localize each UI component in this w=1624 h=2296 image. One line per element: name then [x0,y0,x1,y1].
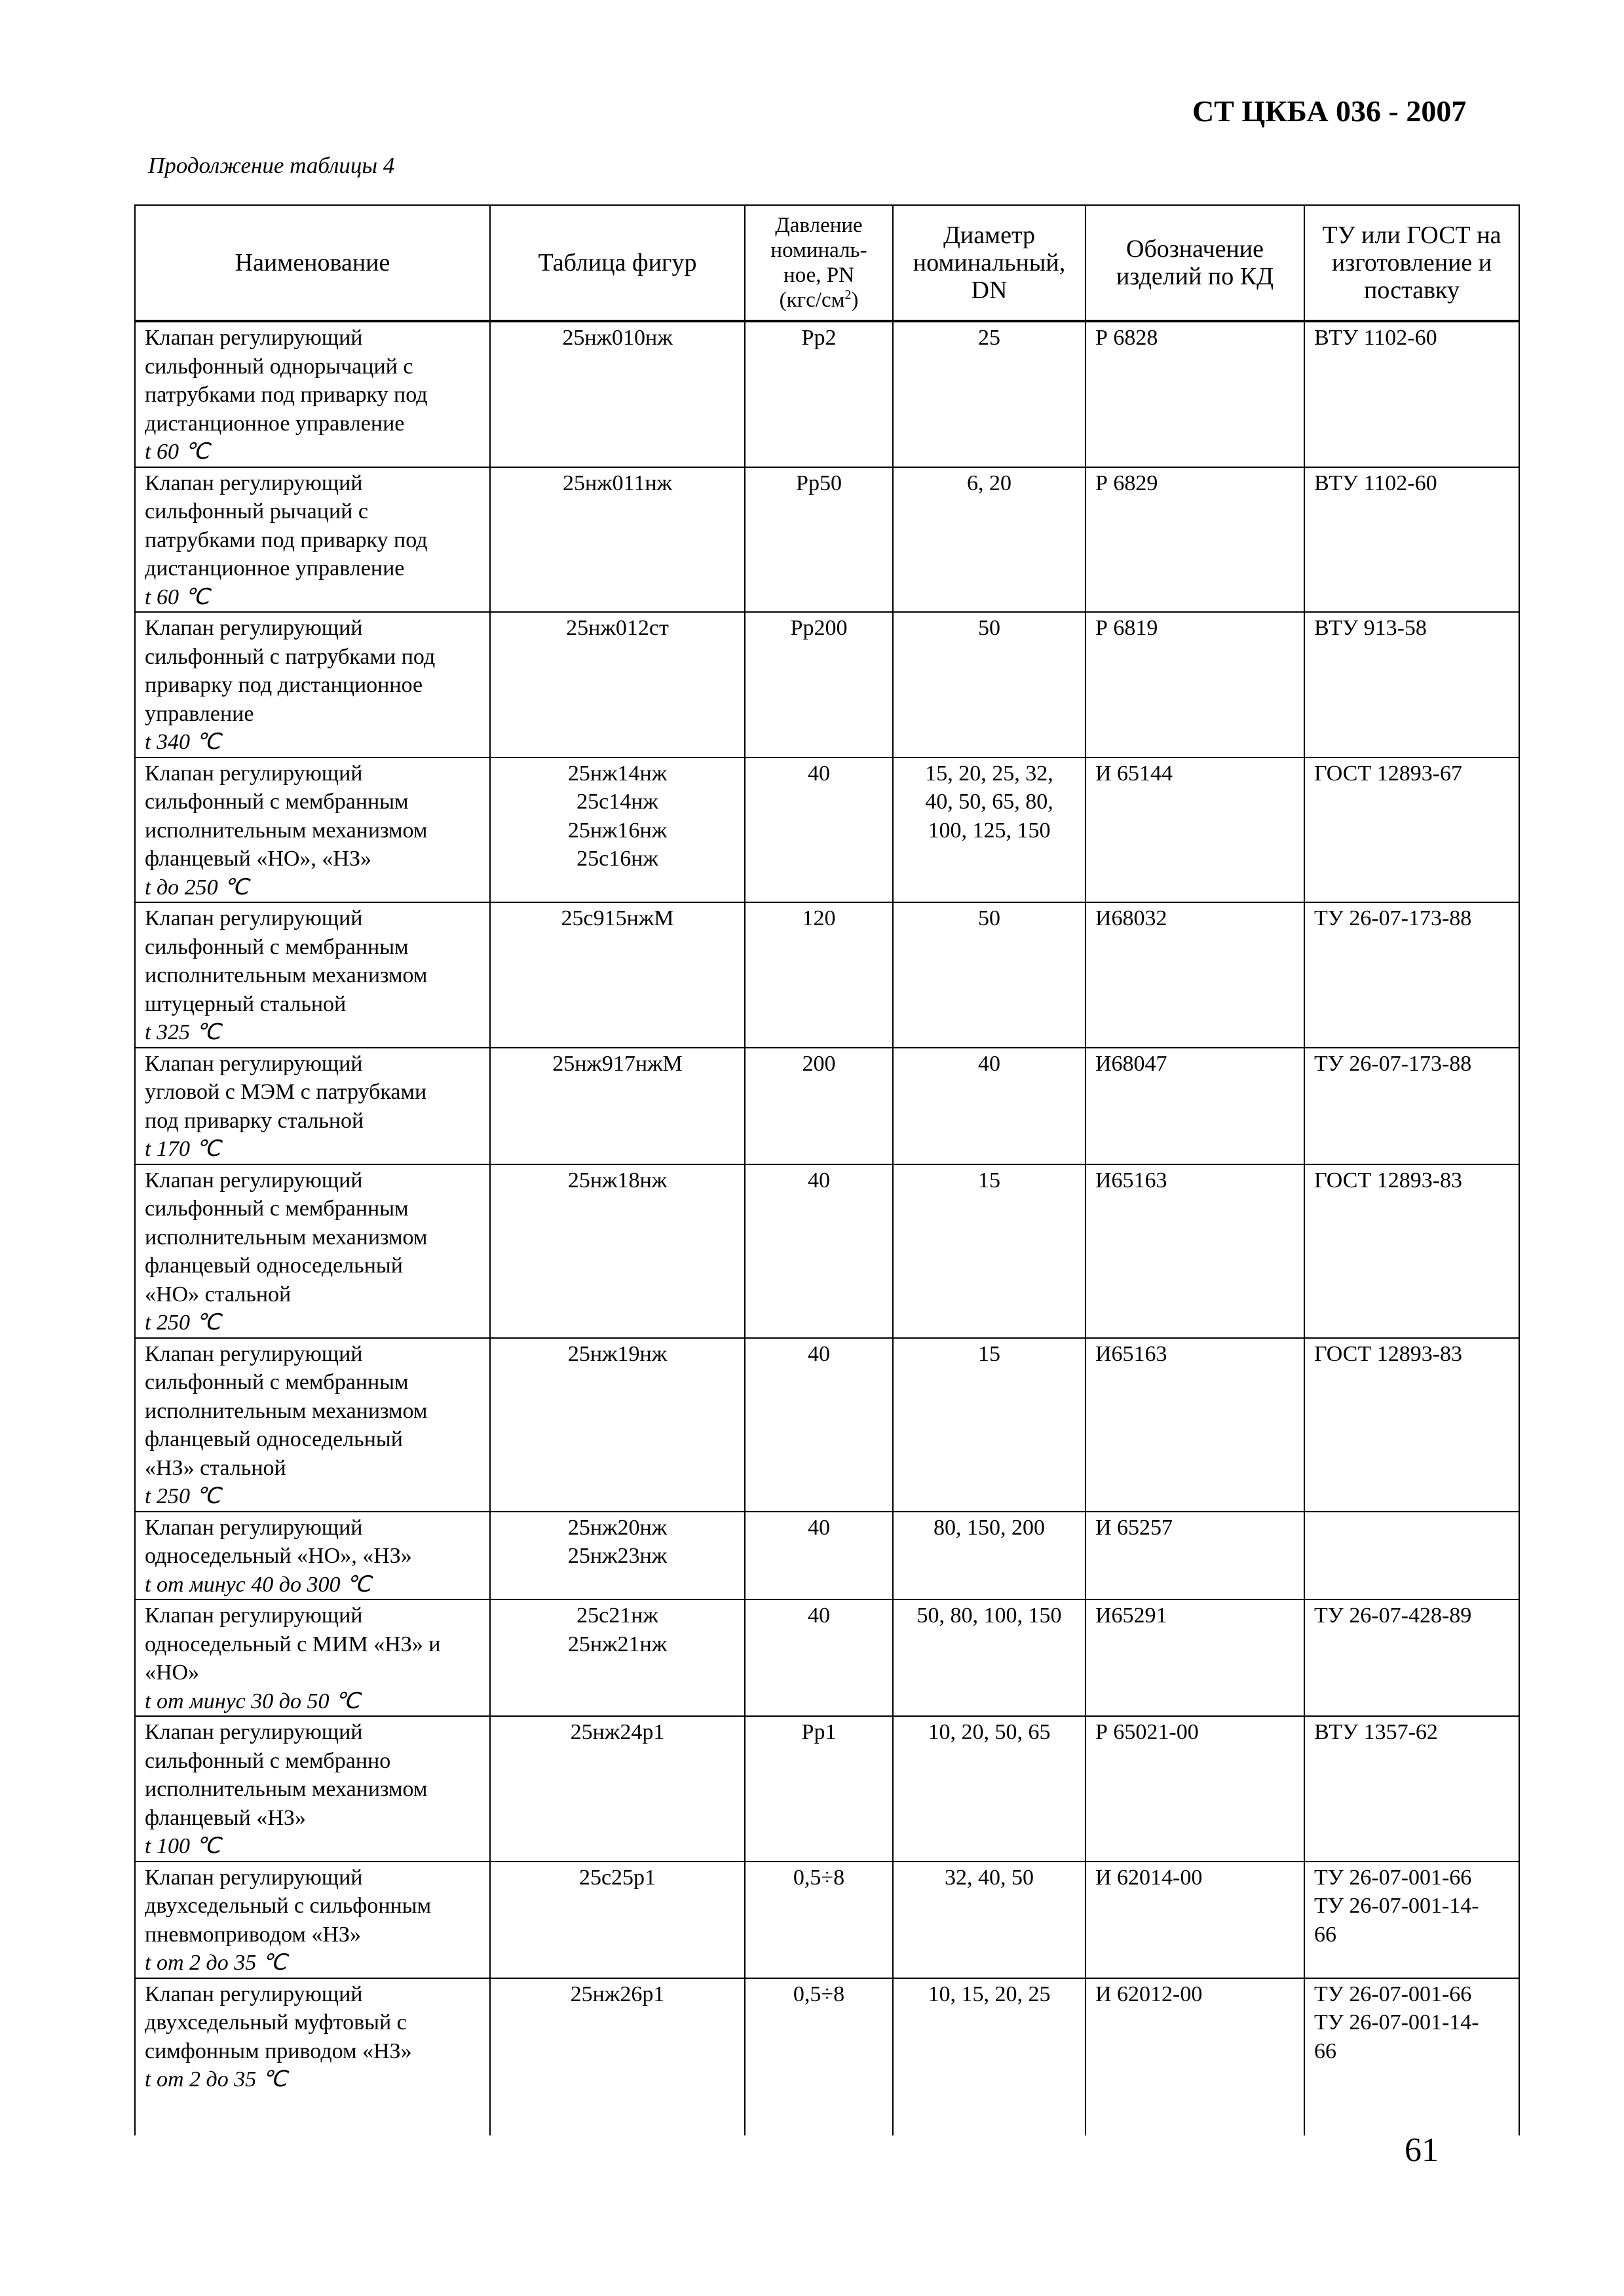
cell-name-line: «НО» стальной [145,1282,292,1307]
cell-figure-line: 25нж14нж [567,761,668,786]
pressure-header-line: ное, PN [784,263,854,287]
cell-figure-table [490,321,745,467]
cell-name-line: пневмоприводом «НЗ» [145,1922,361,1947]
cell-name-line: фланцевый «НО», «НЗ» [145,847,372,871]
cell-diameter-line: 40 [978,1051,1000,1076]
cell-pressure: 40 [745,757,893,903]
column-header-figure-table: Таблица фигур [490,205,745,321]
cell-temperature: t от минус 30 до 50 ℃ [145,1689,360,1713]
cell-name-line: Клапан регулирующий [145,616,363,640]
cell-temperature: t до 250 ℃ [145,875,249,900]
cell-name [135,467,490,613]
cell-figure-line: 25нж16нж [567,818,668,843]
cell-figure-line: 25нж917нжМ [552,1051,683,1076]
cell-name-line: сильфонный с мембранным [145,1196,409,1221]
cell-name [135,1164,490,1338]
cell-standard-line: ВТУ 1357-62 [1314,1720,1438,1744]
cell-diameter [893,1978,1086,2135]
cell-name-line: симфонным приводом «НЗ» [145,2038,412,2063]
cell-standard [1304,612,1519,757]
table-row [135,321,1519,467]
cell-pressure: 40 [745,1599,893,1716]
cell-name-line: исполнительным механизмом [145,1398,428,1423]
cell-pressure: 120 [745,902,893,1048]
cell-name [135,757,490,903]
cell-designation: И 62012-00 [1086,1978,1304,2135]
table-row [135,1862,1519,1978]
pressure-header-unit [748,288,890,313]
cell-standard [1304,1978,1519,2135]
cell-diameter [893,321,1086,467]
cell-diameter [893,1338,1086,1512]
cell-name-line: исполнительным механизмом [145,1225,428,1250]
cell-name-line: двухседельный с сильфонным [145,1894,432,1918]
cell-diameter-line: 50, 80, 100, 150 [916,1603,1062,1628]
cell-figure-line: 25нж26р1 [570,1981,665,2006]
cell-diameter [893,757,1086,903]
cell-standard-line: ГОСТ 12893-83 [1314,1341,1463,1366]
cell-pressure: Рр1 [745,1716,893,1862]
cell-temperature: t 170 ℃ [145,1137,221,1161]
cell-name-line: «НО» [145,1660,200,1685]
cell-standard-line: ВТУ 913-58 [1314,616,1427,640]
cell-name-line: сильфонный с мембранным [145,934,409,959]
pressure-unit-close: ) [851,288,859,312]
table-row [135,1716,1519,1862]
cell-name [135,1512,490,1600]
cell-designation: И65163 [1086,1338,1304,1512]
cell-name-line: фланцевый односедельный [145,1427,403,1451]
cell-name-line: сильфонный с патрубками под [145,644,436,669]
cell-name-line: Клапан регулирующий [145,1981,363,2006]
cell-standard [1304,902,1519,1048]
cell-figure-line: 25нж010нж [562,326,673,350]
cell-figure-table [490,1338,745,1512]
cell-designation: И 65257 [1086,1512,1304,1600]
column-header-name: Наименование [135,205,490,321]
cell-diameter-line: 15 [978,1341,1000,1366]
cell-name-line: двухседельный муфтовый с [145,2010,407,2035]
cell-temperature: t от минус 40 до 300 ℃ [145,1572,371,1597]
cell-figure-table [490,1716,745,1862]
cell-name-line: дистанционное управление [145,411,405,436]
cell-standard-line: ТУ 26-07-428-89 [1314,1603,1472,1628]
cell-name-line: фланцевый односедельный [145,1253,403,1278]
cell-diameter-line: 10, 20, 50, 65 [928,1720,1051,1744]
cell-name [135,612,490,757]
cell-figure-line: 25нж24р1 [570,1720,665,1744]
cell-diameter-line: 10, 15, 20, 25 [928,1981,1051,2006]
cell-standard-line: ТУ 26-07-001-66 [1314,1865,1472,1890]
cell-name-line: Клапан регулирующий [145,1865,363,1890]
cell-name-line: патрубками под приварку под [145,527,428,552]
cell-standard-line: ГОСТ 12893-67 [1314,761,1463,786]
cell-name-line: «НЗ» стальной [145,1455,286,1480]
cell-pressure: Рр200 [745,612,893,757]
cell-figure-line: 25с21нж [576,1603,658,1628]
cell-figure-line: 25с16нж [576,847,658,871]
cell-temperature: t 340 ℃ [145,730,221,754]
cell-name-line: сильфонный с мембранно [145,1748,391,1773]
cell-name [135,1338,490,1512]
table-row [135,902,1519,1048]
cell-designation: Р 6819 [1086,612,1304,757]
cell-designation: Р 6829 [1086,467,1304,613]
column-header-diameter: Диаметр номинальный, DN [893,205,1086,321]
cell-figure-table [490,612,745,757]
cell-figure-table [490,1978,745,2135]
cell-diameter-line: 6, 20 [967,470,1011,495]
pressure-header-line: Давление [775,214,863,237]
cell-standard-line: ТУ 26-07-173-88 [1314,1051,1472,1076]
cell-designation: И 62014-00 [1086,1862,1304,1978]
cell-diameter-line: 25 [978,326,1000,350]
cell-figure-table [490,1048,745,1164]
cell-standard-line: ТУ 26-07-001-14- [1314,1894,1479,1918]
cell-name [135,1716,490,1862]
cell-figure-line: 25нж21нж [567,1632,668,1656]
cell-name-line: сильфонный рычаций с [145,499,368,524]
cell-temperature: t 100 ℃ [145,1834,221,1858]
cell-standard-line: ТУ 26-07-001-14- [1314,2010,1479,2035]
cell-name-line: Клапан регулирующий [145,1603,363,1628]
cell-temperature: t от 2 до 35 ℃ [145,2067,287,2092]
cell-standard-line: ТУ 26-07-173-88 [1314,906,1472,930]
cell-name-line: фланцевый «НЗ» [145,1805,306,1830]
pressure-unit-base: (кгс/см [779,288,845,312]
column-header-pressure [745,205,893,321]
cell-name-line: сильфонный однорычаций с [145,354,413,379]
cell-standard-line: ГОСТ 12893-83 [1314,1168,1463,1193]
document-code: СТ ЦКБА 036 - 2007 [1192,94,1467,128]
cell-diameter-line: 15 [978,1168,1000,1193]
cell-name-line: Клапан регулирующий [145,326,363,350]
cell-standard [1304,757,1519,903]
cell-temperature: t 250 ℃ [145,1484,221,1508]
cell-name-line: исполнительным механизмом [145,963,428,987]
cell-figure-line: 25нж18нж [567,1168,668,1193]
cell-name-line: Клапан регулирующий [145,1515,363,1540]
cell-name-line: приварку под дистанционное [145,673,423,697]
cell-standard [1304,1599,1519,1716]
cell-designation: И65291 [1086,1599,1304,1716]
table-row [135,1164,1519,1338]
cell-name-line: односедельный с МИМ «НЗ» и [145,1632,441,1656]
table-row [135,612,1519,757]
cell-temperature: t от 2 до 35 ℃ [145,1951,287,1975]
cell-figure-line: 25с25р1 [578,1865,656,1890]
table-row [135,1978,1519,2135]
cell-diameter [893,1512,1086,1600]
table-row [135,1599,1519,1716]
pressure-unit-exponent: 2 [844,288,852,302]
cell-standard [1304,467,1519,613]
cell-name [135,321,490,467]
cell-name-line: Клапан регулирующий [145,1051,363,1076]
cell-figure-table [490,1599,745,1716]
cell-diameter-line: 50 [978,616,1000,640]
table-row [135,1048,1519,1164]
cell-designation: И68032 [1086,902,1304,1048]
cell-pressure: 40 [745,1512,893,1600]
cell-pressure: 40 [745,1338,893,1512]
cell-pressure: 0,5÷8 [745,1978,893,2135]
valve-spec-table [134,204,1520,2135]
cell-figure-line: 25нж011нж [562,470,673,495]
cell-diameter-line: 32, 40, 50 [945,1865,1034,1890]
column-header-designation: Обозначение изделий по КД [1086,205,1304,321]
cell-temperature: t 325 ℃ [145,1020,221,1044]
cell-figure-line: 25нж23нж [567,1544,668,1568]
cell-name-line: под приварку стальной [145,1108,364,1133]
table-continuation-caption: Продолжение таблицы 4 [148,153,395,178]
cell-figure-line: 25нж19нж [567,1341,668,1366]
cell-figure-table [490,902,745,1048]
cell-standard [1304,1862,1519,1978]
column-header-standard: ТУ или ГОСТ на изготовление и поставку [1304,205,1519,321]
cell-name-line: управление [145,701,254,726]
cell-standard-line: ТУ 26-07-001-66 [1314,1981,1472,2006]
cell-pressure: Рр50 [745,467,893,613]
cell-standard-line: ВТУ 1102-60 [1314,470,1437,495]
cell-standard [1304,1512,1519,1600]
cell-diameter-line: 15, 20, 25, 32, [925,761,1053,786]
cell-name-line: сильфонный с мембранным [145,1370,409,1394]
cell-figure-table [490,1512,745,1600]
cell-standard [1304,321,1519,467]
cell-temperature: t 60 ℃ [145,440,210,464]
cell-diameter [893,1048,1086,1164]
cell-diameter [893,1862,1086,1978]
cell-name [135,1862,490,1978]
cell-name-line: Клапан регулирующий [145,470,363,495]
cell-standard [1304,1338,1519,1512]
cell-name-line: угловой с МЭМ с патрубками [145,1080,427,1104]
cell-name [135,1978,490,2135]
cell-name-line: дистанционное управление [145,556,405,581]
cell-diameter-line: 80, 150, 200 [934,1515,1045,1540]
cell-diameter [893,902,1086,1048]
cell-figure-line: 25с14нж [576,790,658,814]
cell-figure-table [490,1862,745,1978]
cell-temperature: t 60 ℃ [145,584,210,609]
cell-designation: И65163 [1086,1164,1304,1338]
cell-diameter [893,467,1086,613]
cell-figure-table [490,757,745,903]
cell-standard [1304,1716,1519,1862]
cell-name-line: Клапан регулирующий [145,761,363,786]
pressure-header-line: номиналь- [770,239,867,262]
cell-figure-table [490,1164,745,1338]
cell-pressure: Рр2 [745,321,893,467]
cell-name-line: односедельный «НО», «НЗ» [145,1544,412,1568]
cell-pressure: 0,5÷8 [745,1862,893,1978]
page-number: 61 [1405,2132,1439,2169]
cell-designation: И68047 [1086,1048,1304,1164]
table-row [135,1512,1519,1600]
cell-name-line: сильфонный с мембранным [145,790,409,814]
table-row [135,467,1519,613]
cell-diameter [893,1716,1086,1862]
cell-name-line: Клапан регулирующий [145,1720,363,1744]
cell-standard [1304,1048,1519,1164]
cell-name-line: Клапан регулирующий [145,1341,363,1366]
cell-designation: Р 65021-00 [1086,1716,1304,1862]
cell-name-line: исполнительным механизмом [145,818,428,843]
table-row [135,1338,1519,1512]
cell-diameter [893,1599,1086,1716]
cell-figure-table [490,467,745,613]
cell-name-line: исполнительным механизмом [145,1777,428,1801]
cell-diameter-line: 100, 125, 150 [928,818,1051,843]
table-header-row [135,205,1519,321]
cell-name-line: Клапан регулирующий [145,906,363,930]
cell-name-line: патрубками под приварку под [145,383,428,407]
cell-temperature: t 250 ℃ [145,1311,221,1335]
cell-standard-line: 66 [1314,1922,1336,1947]
cell-diameter [893,1164,1086,1338]
cell-standard-line: ВТУ 1102-60 [1314,326,1437,350]
table-body [135,321,1519,2135]
cell-figure-line: 25нж20нж [567,1515,668,1540]
cell-standard-line: 66 [1314,2038,1336,2063]
cell-name [135,1599,490,1716]
cell-figure-line: 25нж012ст [566,616,669,640]
cell-pressure: 200 [745,1048,893,1164]
cell-name-line: штуцерный стальной [145,991,347,1016]
cell-name-line: Клапан регулирующий [145,1168,363,1193]
cell-diameter [893,612,1086,757]
cell-pressure: 40 [745,1164,893,1338]
cell-name [135,902,490,1048]
cell-diameter-line: 40, 50, 65, 80, [925,790,1053,814]
cell-figure-line: 25с915нжМ [561,906,674,930]
cell-diameter-line: 50 [978,906,1000,930]
cell-name [135,1048,490,1164]
cell-designation: Р 6828 [1086,321,1304,467]
cell-designation: И 65144 [1086,757,1304,903]
cell-standard [1304,1164,1519,1338]
table-row [135,757,1519,903]
